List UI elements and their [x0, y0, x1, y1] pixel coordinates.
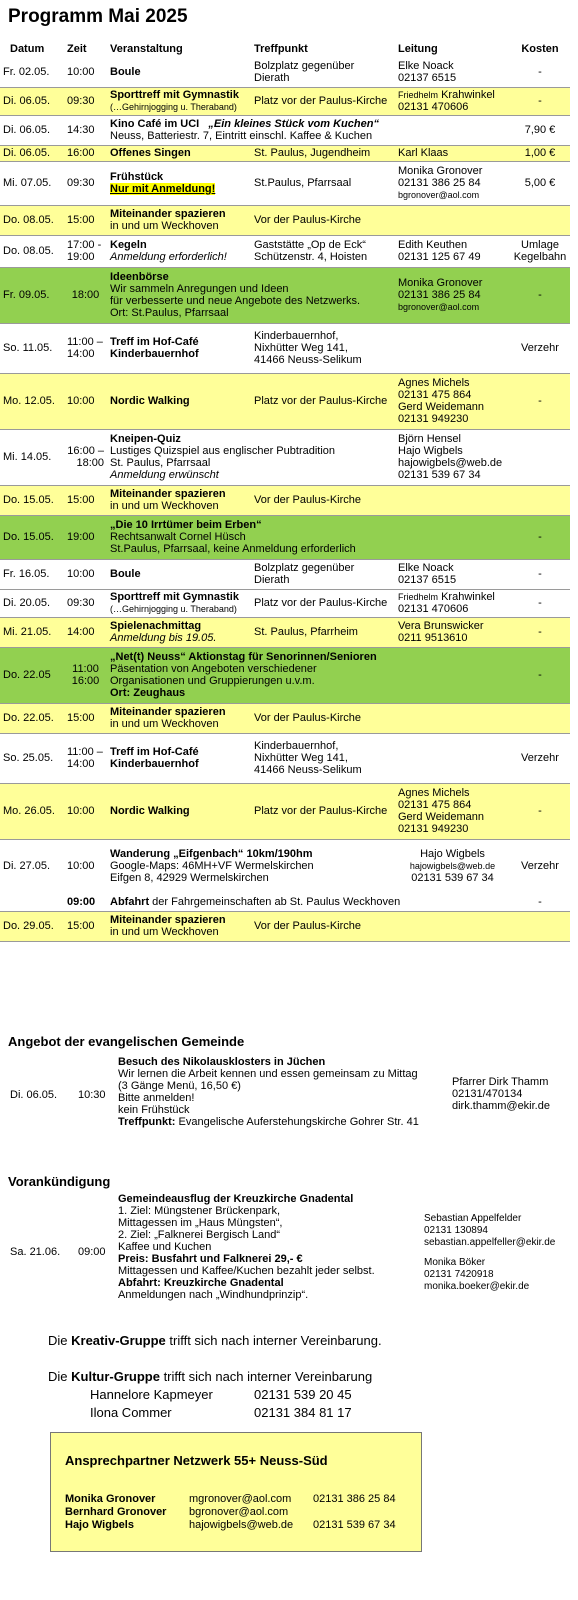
col-header-kosten: Kosten — [521, 42, 559, 55]
kultur-person-2: Ilona Commer — [90, 1405, 172, 1420]
table-row: Do. 22.05. 15:00 Miteinander spazieren in und um Weckhoven Vor der Paulus-Kirche — [0, 703, 570, 733]
evang-time: 10:30 — [78, 1089, 106, 1101]
table-row: Fr. 16.05. 10:00 Boule Bolzplatz gegenüber Dierath Elke Noack 02137 6515 - — [0, 559, 570, 589]
table-row: Di. 06.05. 16:00 Offenes Singen St. Paulus, Jugendheim Karl Klaas 1,00 € — [0, 145, 570, 161]
table-row: Do. 15.05. 15:00 Miteinander spazieren in und um Weckhoven Vor der Paulus-Kirche — [0, 485, 570, 515]
table-row: Di. 20.05. 09:30 Sporttreff mit Gymnastik (…Gehirnjogging u. Theraband) Platz vor der Paulus-Kirche Friedhelm Krahwinkel 02131 470606 - — [0, 589, 570, 617]
table-row: So. 11.05. 11:00 – 14:00 Treff im Hof-Café Kinderbauernhof Kinderbauernhof, Nixhütter Weg 141, 41466 Neuss-Selikum Verzehr — [0, 323, 570, 373]
table-header — [0, 40, 570, 57]
table-row: Do. 08.05. 17:00 - 19:00 Kegeln Anmeldung erforderlich! Gaststätte „Op de Eck“ Schützenstr. 4, Hoisten Edith Keuthen 02131 125 67 49 Umlage Kegelbahn — [0, 235, 570, 267]
col-header-datum: Datum — [10, 42, 45, 55]
kultur-phone-2: 02131 384 81 17 — [254, 1405, 352, 1420]
table-row: Mo. 12.05. 10:00 Nordic Walking Platz vor der Paulus-Kirche Agnes Michels 02131 475 864 Gerd Weidemann 02131 949230 - — [0, 373, 570, 429]
contacts-title: Ansprechpartner Netzwerk 55+ Neuss-Süd — [65, 1453, 328, 1468]
table-row: So. 25.05. 11:00 – 14:00 Treff im Hof-Café Kinderbauernhof Kinderbauernhof, Nixhütter Weg 141, 41466 Neuss-Selikum Verzehr — [0, 733, 570, 783]
contacts-box — [50, 1432, 422, 1552]
evang-date: Di. 06.05. — [10, 1089, 58, 1101]
vorank-details: Gemeindeausflug der Kreuzkirche Gnadental 1. Ziel: Müngstener Brückenpark, Mittagessen im „Haus Müngsten“, 2. Ziel: „Falknerei Bergisch Land“ Kaffee und Kuchen Preis: Busfahrt und Falknerei 29,- € Mittagessen und Kaffee/Kuchen bezahlt jeder selbst. Abfahrt: Kreuzkirche Gnadental Anmeldungen nach „Windhundprinzip“. — [118, 1193, 375, 1301]
evang-contact: Pfarrer Dirk Thamm 02131/470134 dirk.thamm@ekir.de — [452, 1076, 550, 1112]
table-row: Do. 29.05. 15:00 Miteinander spazieren in und um Weckhoven Vor der Paulus-Kirche — [0, 911, 570, 941]
table-row: Di. 27.05. 10:00 Wanderung „Eifgenbach“ 10km/190hm Google-Maps: 46MH+VF Wermelskirchen Eifgen 8, 42929 Wermelskirchen Hajo Wigbels hajowigbels@web.de 02131 539 67 34 Verzehr — [3, 848, 559, 885]
table-row: Do. 22.05 11:00 16:00 „Net(t) Neuss“ Aktionstag für Senorinnen/Senioren Päsentation von Angeboten verschiedener Organisationen und Gruppierungen u.v.m. Ort: Zeughaus - — [0, 647, 570, 703]
table-row: Mo. 26.05. 10:00 Nordic Walking Platz vor der Paulus-Kirche Agnes Michels 02131 475 864 Gerd Weidemann 02131 949230 - — [0, 783, 570, 839]
evang-heading: Angebot der evangelischen Gemeinde — [8, 1034, 245, 1049]
vorank-contact-2: Monika Böker 02131 7420918 monika.boeker@ekir.de — [424, 1257, 530, 1292]
list-item: Bernhard Gronover bgronover@aol.com — [65, 1506, 289, 1518]
table-row: Do. 15.05. 19:00 „Die 10 Irrtümer beim Erben“ Rechtsanwalt Cornel Hüsch St.Paulus, Pfarrsaal, keine Anmeldung erforderlich - — [0, 515, 570, 559]
table-row: Di. 06.05. 14:30 Kino Café im UCI „Ein kleines Stück vom Kuchen“ Neuss, Batteriestr. 7, Eintritt einschl. Kaffee & Kuchen 7,90 € — [0, 115, 570, 145]
evang-details: Besuch des Nikolausklosters in Jüchen Wir lernen die Arbeit kennen und essen gemeinsam zu Mittag (3 Gänge Menü, 16,50 €) Bitte anmelden! kein Frühstück Treffpunkt: Evangelische Auferstehungskirche Gohrer Str. 41 — [118, 1056, 419, 1128]
table-row: Fr. 09.05. 18:00 Ideenbörse Wir sammeln Anregungen und Ideen für verbesserte und neue Angebote des Netzwerks. Ort: St.Paulus, Pfarrsaal Monika Gronover 02131 386 25 84 bgronover@aol.com - — [0, 267, 570, 323]
table-row: Do. 08.05. 15:00 Miteinander spazieren in und um Weckhoven Vor der Paulus-Kirche — [0, 205, 570, 235]
table-row: Di. 06.05. 09:30 Sporttreff mit Gymnastik (…Gehirnjogging u. Theraband) Platz vor der Paulus-Kirche Friedhelm Krahwinkel 02131 470606 - — [0, 87, 570, 115]
contacts-list — [65, 1493, 396, 1532]
table-row: Mi. 21.05. 14:00 Spielenachmittag Anmeldung bis 19.05. St. Paulus, Pfarrheim Vera Brunswicker 0211 9513610 - — [0, 617, 570, 647]
list-item: Monika Gronover mgronover@aol.com 02131 386 25 84 — [65, 1493, 396, 1505]
kultur-phone-1: 02131 539 20 45 — [254, 1387, 352, 1402]
vorank-time: 09:00 — [78, 1246, 106, 1258]
col-header-veranstaltung: Veranstaltung — [110, 42, 183, 55]
vorank-date: Sa. 21.06. — [10, 1246, 61, 1258]
col-header-treffpunkt: Treffpunkt — [254, 42, 308, 55]
table-row: 09:00 Abfahrt der Fahrgemeinschaften ab St. Paulus Weckhoven - — [0, 893, 570, 911]
vorank-contact-1: Sebastian Appelfelder 02131 130894 sebastian.appelfeller@ekir.de — [424, 1213, 556, 1248]
list-item: Hajo Wigbels hajowigbels@web.de 02131 539 67 34 — [65, 1519, 396, 1531]
col-header-zeit: Zeit — [67, 42, 87, 55]
table-row: Mi. 14.05. 16:00 – 18:00 Kneipen-Quiz Lustiges Quizspiel aus englischer Pubtradition St. Paulus, Pfarrsaal Anmeldung erwünscht Björn Hensel Hajo Wigbels hajowigbels@web.de 02131 539 67 34 — [0, 429, 570, 485]
program-table — [0, 40, 570, 942]
table-row: Fr. 02.05. 10:00 Boule Bolzplatz gegenüber Dierath Elke Noack 02137 6515 - — [0, 57, 570, 87]
col-header-leitung: Leitung — [398, 42, 438, 55]
kreativ-note: Die Kreativ-Gruppe trifft sich nach interner Vereinbarung. — [48, 1333, 382, 1348]
kultur-person-1: Hannelore Kapmeyer — [90, 1387, 213, 1402]
page-title: Programm Mai 2025 — [8, 6, 188, 27]
vorank-heading: Vorankündigung — [8, 1174, 111, 1189]
kultur-note: Die Kultur-Gruppe trifft sich nach interner Vereinbarung — [48, 1369, 373, 1384]
table-row: Mi. 07.05. 09:30 Frühstück Nur mit Anmeldung! St.Paulus, Pfarrsaal Monika Gronover 02131 386 25 84 bgronover@aol.com 5,00 € — [0, 161, 570, 205]
